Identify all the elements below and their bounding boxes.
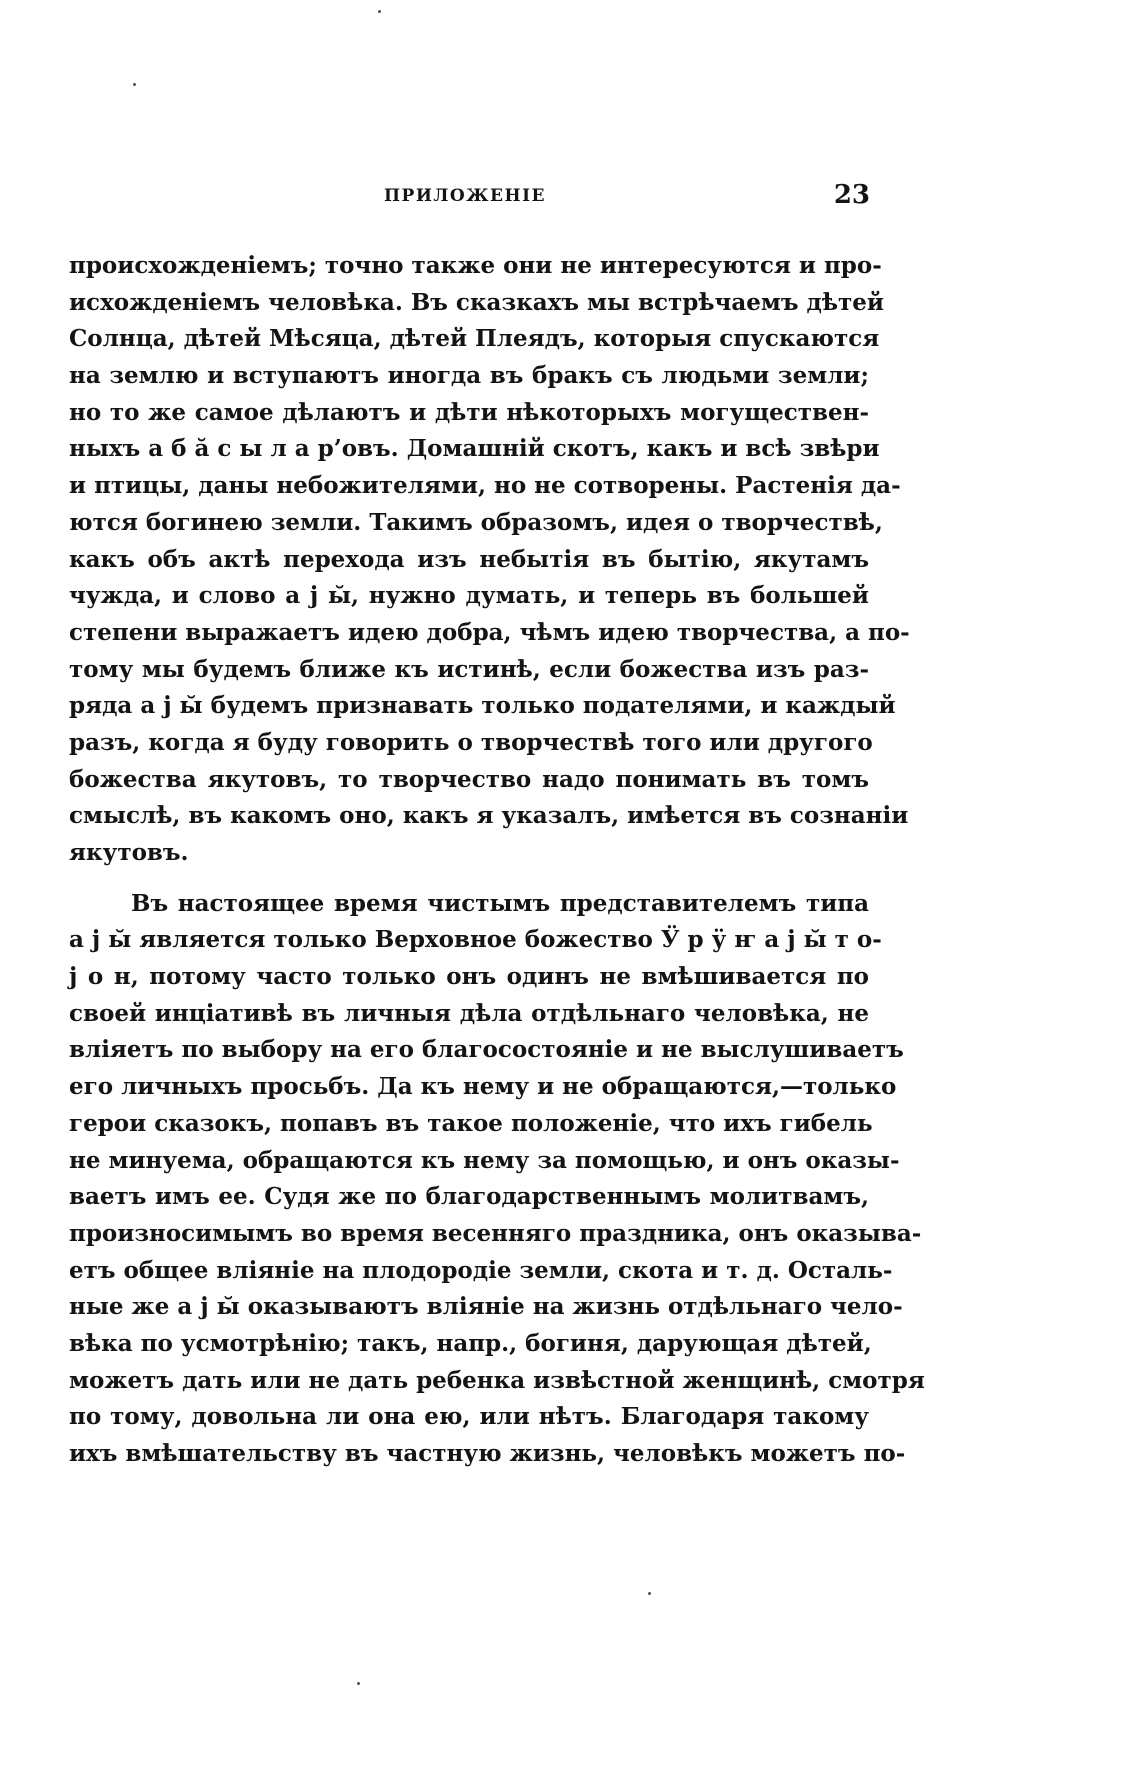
text-line: не минуема, обращаются къ нему за помощью, и онъ оказы- <box>69 1146 900 1174</box>
paragraph-gap <box>69 872 869 886</box>
paragraph <box>69 248 910 872</box>
text-line: своей инціативѣ въ личныя дѣла отдѣльнаго человѣка, не <box>69 999 869 1027</box>
scan-speck <box>378 10 381 13</box>
text-line: якутовъ. <box>69 839 189 866</box>
text-line: вѣка по усмотрѣнію; такъ, напр., богиня, дарующая дѣтей, <box>69 1329 872 1357</box>
text-line: Солнца, дѣтей Мѣсяца, дѣтей Плеядъ, которыя спускаются <box>69 325 880 353</box>
text-line: можетъ дать или не дать ребенка извѣстной женщинѣ, смотря <box>69 1366 925 1394</box>
text-line: етъ общее вліяніе на плодородіе земли, скота и т. д. Осталь- <box>69 1256 893 1284</box>
body-text <box>69 248 925 1473</box>
text-line: ныхъ а б ă с ы л а р’овъ. Домашній скотъ, какъ и всѣ звѣри <box>69 435 880 463</box>
text-line: на землю и вступаютъ иногда въ бракъ съ людьми земли; <box>69 362 869 390</box>
text-line: его личныхъ просьбъ. Да къ нему и не обращаются,—только <box>69 1073 897 1101</box>
text-line: ј о н, потому часто только онъ одинъ не вмѣшивается по <box>69 963 869 991</box>
text-line: ные же а ј ы̆ оказываютъ вліяніе на жизнь отдѣльнаго чело- <box>69 1293 903 1321</box>
text-line: степени выражаетъ идею добра, чѣмъ идею творчества, а по- <box>69 618 910 646</box>
text-line: божества якутовъ, то творчество надо понимать въ томъ <box>69 765 869 793</box>
text-line: смыслѣ, въ какомъ оно, какъ я указалъ, имѣется въ сознаніи <box>69 802 909 830</box>
scan-speck <box>648 1592 651 1595</box>
text-line: тому мы будемъ ближе къ истинѣ, если божества изъ раз- <box>69 655 869 683</box>
paragraph <box>69 886 925 1473</box>
text-line: ихъ вмѣшательству въ частную жизнь, человѣкъ можетъ по- <box>69 1440 906 1467</box>
text-line: происхожденіемъ; точно также они не интересуются и про- <box>69 252 882 279</box>
page-header <box>60 180 870 216</box>
scan-speck <box>357 1682 360 1685</box>
text-line: какъ объ актѣ перехода изъ небытія въ бытію, якутамъ <box>69 545 869 573</box>
text-line: Въ настоящее время чистымъ представителемъ типа <box>131 889 869 917</box>
text-line: но то же самое дѣлаютъ и дѣти нѣкоторыхъ могуществен- <box>69 398 869 426</box>
text-line: герои сказокъ, попавъ въ такое положеніе, что ихъ гибель <box>69 1109 873 1137</box>
text-line: по тому, довольна ли она ею, или нѣтъ. Благодаря такому <box>69 1403 869 1431</box>
text-line: ются богинею земли. Такимъ образомъ, идея о творчествѣ, <box>69 508 883 536</box>
text-line: исхожденіемъ человѣка. Въ сказкахъ мы встрѣчаемъ дѣтей <box>69 288 884 316</box>
text-line: вліяетъ по выбору на его благосостояніе и не выслушиваетъ <box>69 1036 904 1064</box>
text-line: произносимымъ во время весенняго праздника, онъ оказыва- <box>69 1219 922 1247</box>
running-head: ПРИЛОЖЕНІЕ <box>384 186 546 206</box>
text-line: чужда, и слово а ј ы̆, нужно думать, и теперь въ большей <box>69 582 869 610</box>
text-line: ряда а ј ы̆ будемъ признавать только подателями, и каждый <box>69 692 896 720</box>
text-line: ваетъ имъ ее. Судя же по благодарственнымъ молитвамъ, <box>69 1183 869 1211</box>
text-line: и птицы, даны небожителями, но не сотворены. Растенія да- <box>69 472 901 500</box>
scan-speck <box>133 83 136 86</box>
text-line: а ј ы̆ является только Верховное божество Ӱ р ӱ ҥ а ј ы̆ т о- <box>69 926 882 954</box>
page-number: 23 <box>833 180 870 210</box>
text-line: разъ, когда я буду говорить о творчествѣ того или другого <box>69 728 873 756</box>
